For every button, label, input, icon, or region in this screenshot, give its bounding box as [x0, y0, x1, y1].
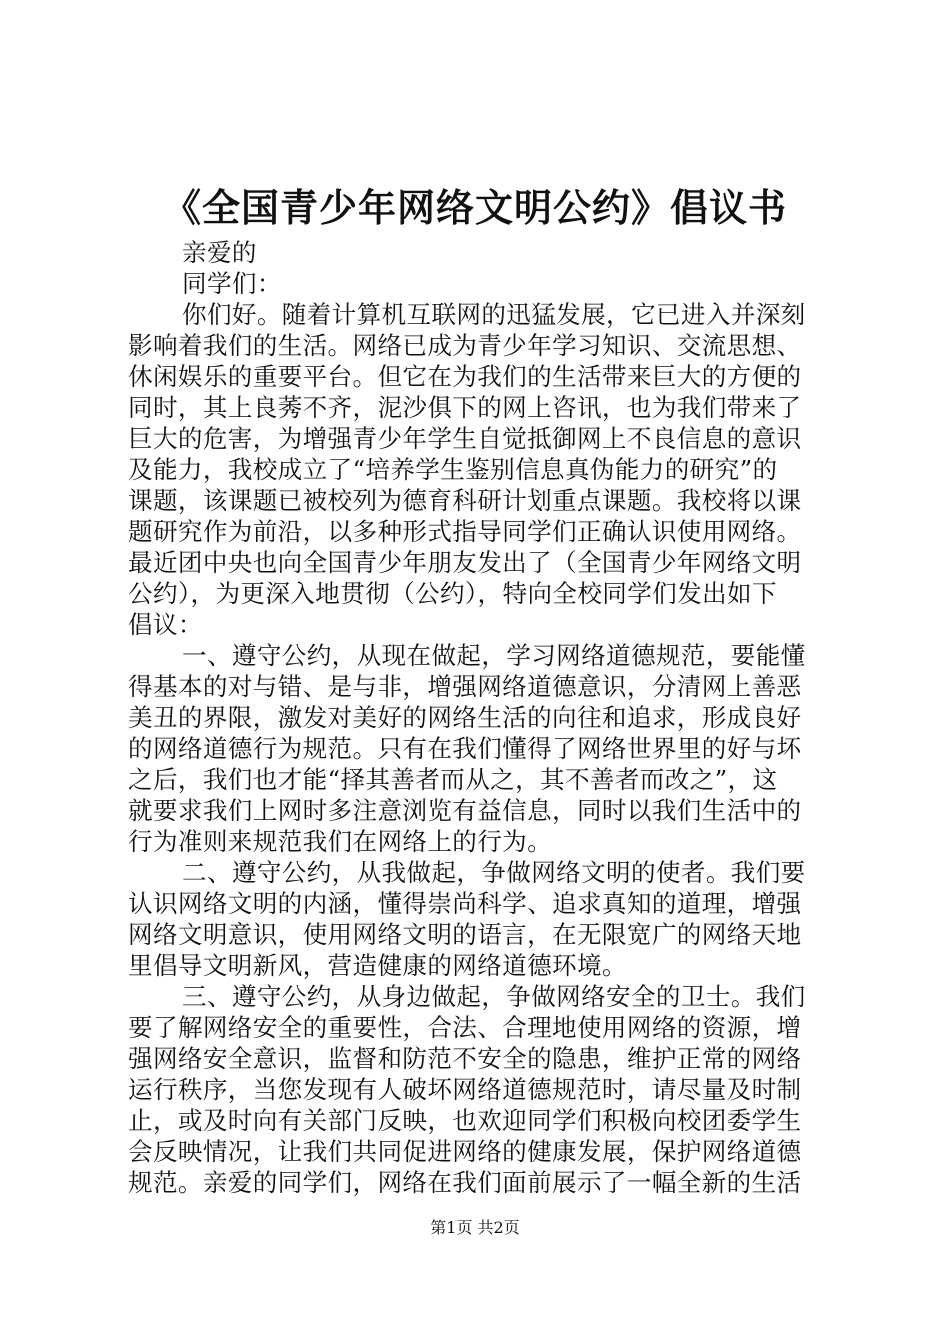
paragraph-line: 就要求我们上网时多注意浏览有益信息，同时以我们生活中的 [128, 796, 802, 825]
paragraph-line: 得基本的对与错、是与非，增强网络道德意识，分清网上善恶 [128, 672, 802, 701]
document-title: 《全国青少年网络文明公约》倡议书 [162, 185, 787, 230]
paragraph-line: 休闲娱乐的重要平台。但它在为我们的生活带来巨大的方便的 [128, 362, 802, 391]
paragraph-line: 的网络道德行为规范。只有在我们懂得了网络世界里的好与坏 [128, 734, 802, 763]
paragraph-line: 你们好。随着计算机互联网的迅猛发展，它已进入并深刻 [182, 300, 806, 329]
paragraph-line: 倡议： [128, 610, 203, 639]
paragraph-line: 二、遵守公约，从我做起，争做网络文明的使者。我们要 [182, 858, 806, 887]
salutation-line: 亲爱的 [182, 238, 257, 267]
paragraph-line: 强网络安全意识，监督和防范不安全的隐患，维护正常的网络 [128, 1044, 802, 1073]
paragraph-line: 网络文明意识，使用网络文明的语言，在无限宽广的网络天地 [128, 920, 802, 949]
paragraph-line: 课题，该课题已被校列为德育科研计划重点课题。我校将以课 [128, 486, 802, 515]
paragraph-line: 三、遵守公约，从身边做起，争做网络安全的卫士。我们 [182, 982, 806, 1011]
paragraph-line: 里倡导文明新风，营造健康的网络道德环境。 [128, 951, 627, 980]
document-body [128, 237, 828, 1198]
page-number-footer: 第1页 共2页 [430, 1218, 520, 1237]
paragraph-line: 最近团中央也向全国青少年朋友发出了（全国青少年网络文明 [128, 548, 802, 577]
paragraph-line: 同时，其上良莠不齐，泥沙俱下的网上咨讯，也为我们带来了 [128, 393, 802, 422]
paragraph-line: 会反映情况，让我们共同促进网络的健康发展，保护网络道德 [128, 1137, 802, 1166]
paragraph-line: 巨大的危害，为增强青少年学生自觉抵御网上不良信息的意识 [128, 424, 802, 453]
paragraph-line: 行为准则来规范我们在网络上的行为。 [128, 827, 553, 856]
paragraph-line: 运行秩序，当您发现有人破坏网络道德规范时，请尽量及时制 [128, 1075, 802, 1104]
paragraph-line: 之后，我们也才能“择其善者而从之，其不善者而改之”，这 [128, 765, 778, 794]
paragraph-line: 及能力，我校成立了“培养学生鉴别信息真伪能力的研究”的 [128, 455, 778, 484]
paragraph-line: 一、遵守公约，从现在做起，学习网络道德规范，要能懂 [182, 641, 806, 670]
paragraph-line: 影响着我们的生活。网络已成为青少年学习知识、交流思想、 [128, 331, 802, 360]
paragraph-line: 题研究作为前沿，以多种形式指导同学们正确认识使用网络。 [128, 517, 802, 546]
paragraph-line: 认识网络文明的内涵，懂得崇尚科学、追求真知的道理，增强 [128, 889, 802, 918]
paragraph-line: 止，或及时向有关部门反映，也欢迎同学们积极向校团委学生 [128, 1106, 802, 1135]
salutation-line: 同学们： [182, 269, 282, 298]
paragraph-line: 规范。亲爱的同学们，网络在我们面前展示了一幅全新的生活 [128, 1168, 802, 1197]
paragraph-line: 要了解网络安全的重要性，合法、合理地使用网络的资源，增 [128, 1013, 802, 1042]
paragraph-line: 公约），为更深入地贯彻（公约），特向全校同学们发出如下 [128, 579, 777, 608]
paragraph-line: 美丑的界限，激发对美好的网络生活的向往和追求，形成良好 [128, 703, 802, 732]
